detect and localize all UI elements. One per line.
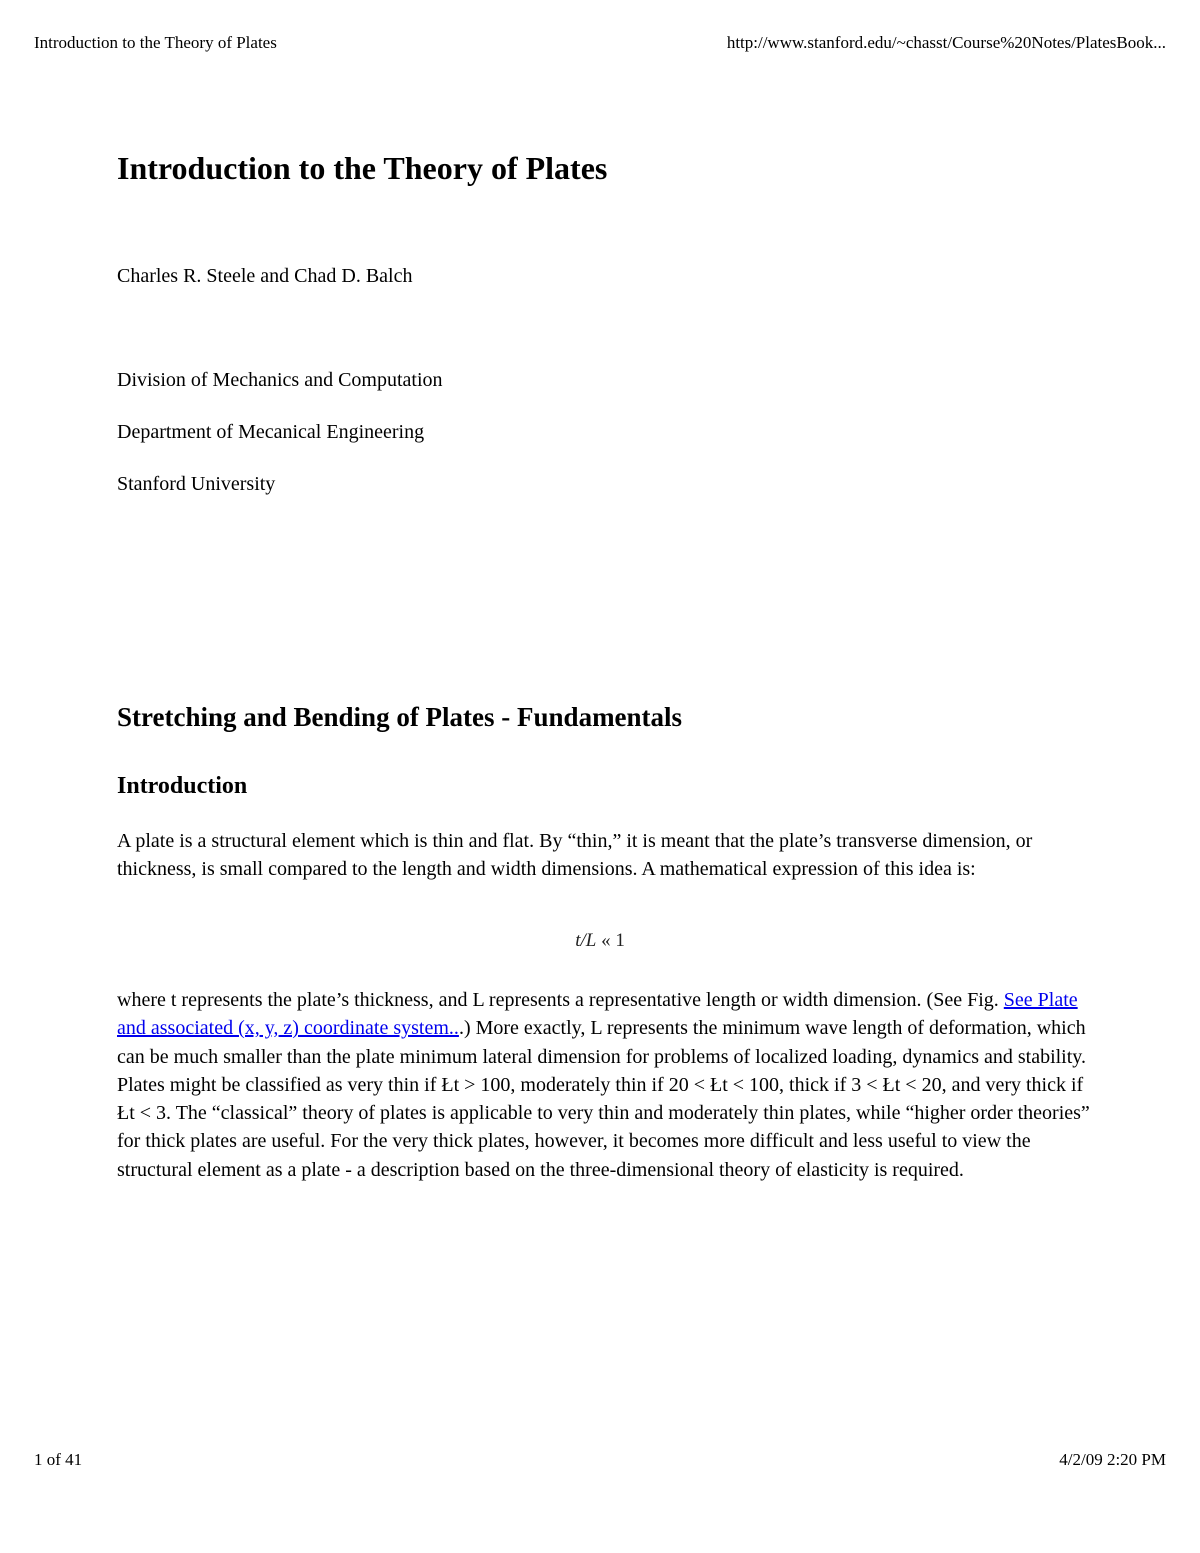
footer-timestamp: 4/2/09 2:20 PM [1059, 1450, 1166, 1469]
equation-rhs: 1 [615, 930, 625, 951]
paragraph2-text-before-link: where t represents the plate’s thickness, and L represents a representative length or width dimension. (See Fig. [117, 989, 1004, 1011]
paragraph-classification [117, 986, 1092, 1184]
figure-reference-link[interactable]: See Plate and associated (x, y, z) coordinate system.. [117, 989, 1078, 1040]
document-title: Introduction to the Theory of Plates [117, 150, 608, 186]
print-header [34, 33, 1166, 53]
authors: Charles R. Steele and Chad D. Balch [117, 265, 413, 287]
subsection-heading: Introduction [117, 773, 248, 799]
footer-page-count: 1 of 41 [34, 1450, 83, 1469]
equation-lhs: t/L [575, 930, 597, 951]
paragraph2-text-after-link: .) More exactly, L represents the minimum wave length of deformation, which can be much smaller than the plate minimum lateral dimension for problems of localized loading, dynamics and stability. Plates might be classified as very thin if Łt > 100, moderately thin if 20 < Łt < 100, thick if 3 < Łt < 20, and very thick if Łt < 3. The “classical” theory of plates is applicable to very thin and moderately thin plates, while “higher order theories” for thick plates are useful. For the very thick plates, however, it becomes more difficult and less useful to view the structural element as a plate - a description based on the three-dimensional theory of elasticity is required. [117, 1017, 1090, 1181]
affiliation-department: Department of Mecanical Engineering [117, 421, 425, 443]
affiliation-division: Division of Mechanics and Computation [117, 369, 443, 391]
equation-operator: « [596, 930, 616, 951]
section-heading: Stretching and Bending of Plates - Fundamentals [117, 702, 683, 732]
header-url: http://www.stanford.edu/~chasst/Course%20Notes/PlatesBook... [726, 33, 1166, 52]
header-page-title: Introduction to the Theory of Plates [34, 33, 277, 52]
paragraph-intro: A plate is a structural element which is thin and flat. By “thin,” it is meant that the plate’s transverse dimension, or thickness, is small compared to the length and width dimensions. A mathematical expression of this idea is: [117, 830, 1033, 881]
equation-thickness-ratio [0, 930, 1200, 952]
print-footer [34, 1450, 1166, 1470]
affiliation-university: Stanford University [117, 473, 276, 495]
